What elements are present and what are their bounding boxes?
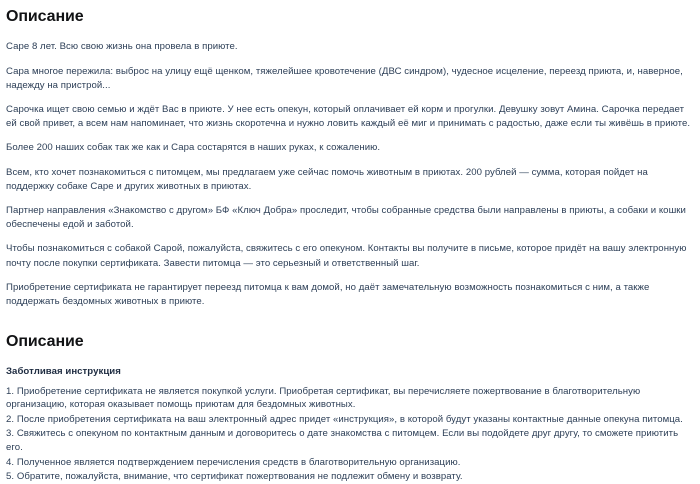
section-spacer — [6, 309, 694, 333]
list-item: 2. После приобретения сертификата на ваш электронный адрес придет «инструкция», в которой будут указаны контактные данные опекуна питомца. — [6, 413, 683, 425]
description-paragraph: Сарочка ищет свою семью и ждёт Вас в приюте. У нее есть опекун, который оплачивает ей корм и прогулки. Девушку зовут Амина. Сарочка передает ей свой привет, а всем нам напоминает, что жизнь скоротечна и нужно ловить каждый её миг и принимать с радостью, даже если ты живёшь в приюте. — [6, 104, 691, 130]
list-item: 3. Свяжитесь с опекуном по контактным данным и договоритесь о дате знакомства с питомцем. Если вы подойдете друг другу, то сможете приютить его. — [6, 428, 679, 453]
instruction-section-title: Описание — [6, 333, 84, 351]
description-paragraph: Сара многое пережила: выброс на улицу ещё щенком, тяжелейшее кровотечение (ДВС синдром), чудесное исцеление, переезд приюта, и, наверное, надежду на пристрой... — [6, 65, 683, 91]
description-paragraph: Чтобы познакомиться с собакой Сарой, пожалуйста, свяжитесь с его опекуном. Контакты вы получите в письме, которое придёт на вашу электронную почту после покупки сертификата. Завести питомца — это серьезный и ответственный шаг. — [6, 243, 687, 269]
instruction-list — [6, 385, 694, 484]
description-paragraph: Саре 8 лет. Всю свою жизнь она провела в приюте. — [6, 41, 238, 53]
description-section — [6, 8, 694, 309]
list-item: 4. Полученное является подтверждением перечисления средств в благотворительную организацию. — [6, 456, 461, 468]
page-title: Описание — [6, 8, 84, 25]
description-paragraph: Приобретение сертификата не гарантирует переезд питомца к вам домой, но даёт замечательную возможность познакомиться с ним, а также поддержать бездомных животных в приюте. — [6, 281, 650, 308]
description-paragraph: Партнер направления «Знакомство с другом» БФ «Ключ Добра» проследит, чтобы собранные средства были направлены в приюты, а собаки и кошки обеспечены едой и заботой. — [6, 205, 686, 231]
list-item: 1. Приобретение сертификата не является покупкой услуги. Приобретая сертификат, вы перечисляете пожертвование в благотворительную организацию, которая оказывает помощь приютам для бездомных животных. — [6, 385, 641, 411]
list-item: 5. Обратите, пожалуйста, внимание, что сертификат пожертвования не подлежит обмену и возврату. — [6, 471, 463, 483]
instruction-subtitle: Заботливая инструкция — [6, 365, 121, 377]
description-paragraph: Всем, кто хочет познакомиться с питомцем, мы предлагаем уже сейчас помочь животным в приютах. 200 рублей — сумма, которая пойдет на поддержку собаке Саре и других животных в приютах. — [6, 166, 648, 192]
description-paragraph: Более 200 наших собак так же как и Сара состарятся в наших руках, к сожалению. — [6, 142, 381, 154]
instruction-section — [6, 333, 694, 484]
